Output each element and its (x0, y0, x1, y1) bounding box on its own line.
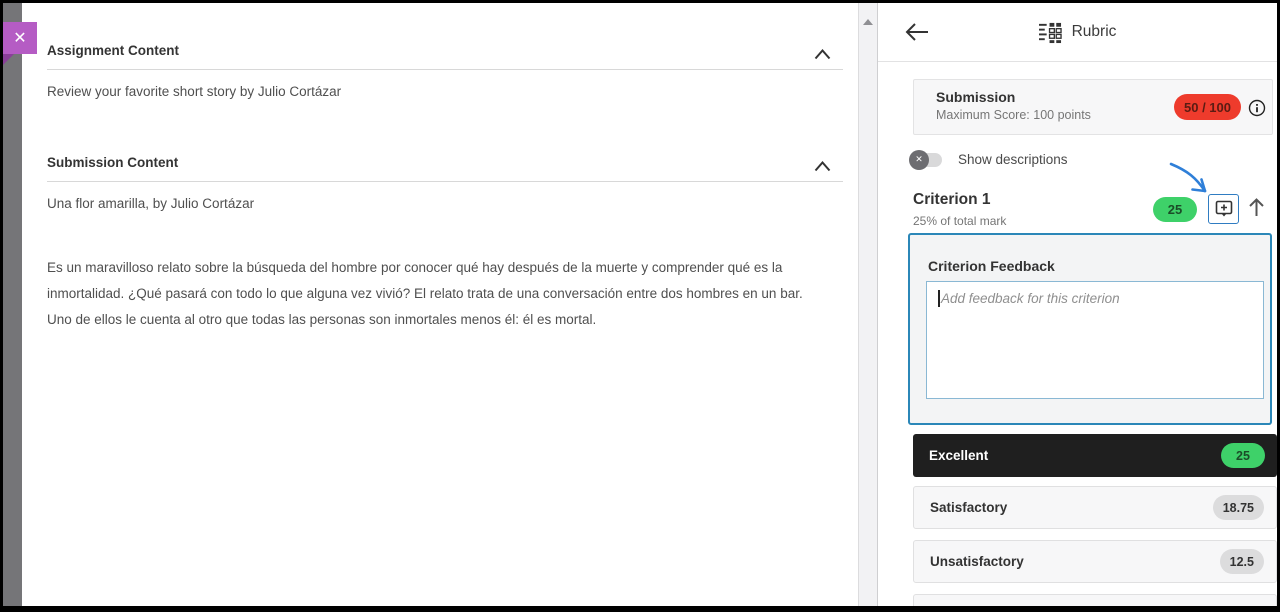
rating-row-satisfactory[interactable] (913, 486, 1277, 529)
rating-row-unsatisfactory[interactable] (913, 540, 1277, 583)
show-descriptions-label: Show descriptions (958, 152, 1068, 167)
submission-body: Es un maravilloso relato sobre la búsqueda del hombre por conocer qué hay después de la muerte y comprender qué es la inmortalidad. ¿Qué pasará con todo lo que alguna vez vivió? El relato trata de una conversación entre dos hombres en un bar. Uno de ellos le cuenta al otro que todas las personas son inmortales menos él: él es mortal. (47, 260, 803, 327)
close-tab-fold (3, 54, 14, 65)
submission-content-title: Submission Content (47, 155, 179, 170)
criterion-collapse-button[interactable] (1247, 197, 1266, 218)
chevron-up-icon (814, 161, 831, 172)
divider (47, 181, 843, 182)
criterion-title: Criterion 1 (913, 191, 991, 208)
submission-score-pill: 50 / 100 (1174, 94, 1241, 120)
add-feedback-icon (1215, 200, 1233, 218)
back-button[interactable] (904, 22, 930, 42)
add-feedback-button[interactable] (1208, 194, 1239, 224)
criterion-points-pill: 25 (1153, 197, 1197, 222)
submission-max-score: Maximum Score: 100 points (936, 108, 1091, 122)
back-arrow-icon (904, 22, 930, 42)
vertical-scrollbar[interactable] (858, 3, 878, 606)
close-icon: ✕ (13, 30, 27, 47)
feedback-textarea[interactable] (926, 281, 1264, 399)
assignment-content-body: Review your favorite short story by Julio Cortázar (47, 84, 342, 99)
close-panel-button[interactable] (3, 22, 37, 54)
rating-row-partial[interactable] (913, 594, 1277, 606)
rating-points-pill: 12.5 (1220, 549, 1264, 574)
content-panel (22, 3, 858, 606)
assignment-content-title: Assignment Content (47, 43, 180, 58)
show-descriptions-toggle[interactable] (912, 152, 1068, 167)
divider (47, 69, 843, 70)
chevron-up-icon (814, 49, 831, 60)
criterion-feedback-box (908, 233, 1272, 425)
rating-label: Unsatisfactory (930, 554, 1024, 569)
rating-label: Satisfactory (930, 500, 1008, 515)
submission-collapse-button[interactable] (814, 161, 831, 172)
arrow-up-icon (1247, 197, 1266, 218)
assignment-collapse-button[interactable] (814, 49, 831, 60)
rating-label: Excellent (929, 448, 989, 463)
criterion-weight: 25% of total mark (913, 214, 1007, 228)
rubric-panel (878, 3, 1277, 606)
text-cursor (938, 290, 940, 307)
rating-row-excellent[interactable] (913, 434, 1277, 477)
rating-points-pill: 18.75 (1213, 495, 1264, 520)
submission-card-title: Submission (936, 89, 1016, 105)
submission-score-card (913, 79, 1273, 135)
toggle-track[interactable] (912, 153, 942, 167)
scroll-up-arrow-icon[interactable] (863, 19, 873, 25)
submission-title-line: Una flor amarilla, by Julio Cortázar (47, 196, 255, 211)
rubric-grid-icon (1039, 21, 1062, 44)
feedback-textarea-wrap (926, 281, 1264, 399)
criterion-feedback-label: Criterion Feedback (928, 258, 1055, 274)
rubric-header (878, 3, 1277, 62)
rubric-title: Rubric (1071, 23, 1117, 40)
rating-points-pill: 25 (1221, 443, 1265, 468)
toggle-off-icon: ✕ (909, 150, 929, 170)
info-icon (1248, 99, 1266, 117)
collapsed-side-rail (3, 3, 22, 606)
score-info-button[interactable] (1248, 99, 1266, 117)
